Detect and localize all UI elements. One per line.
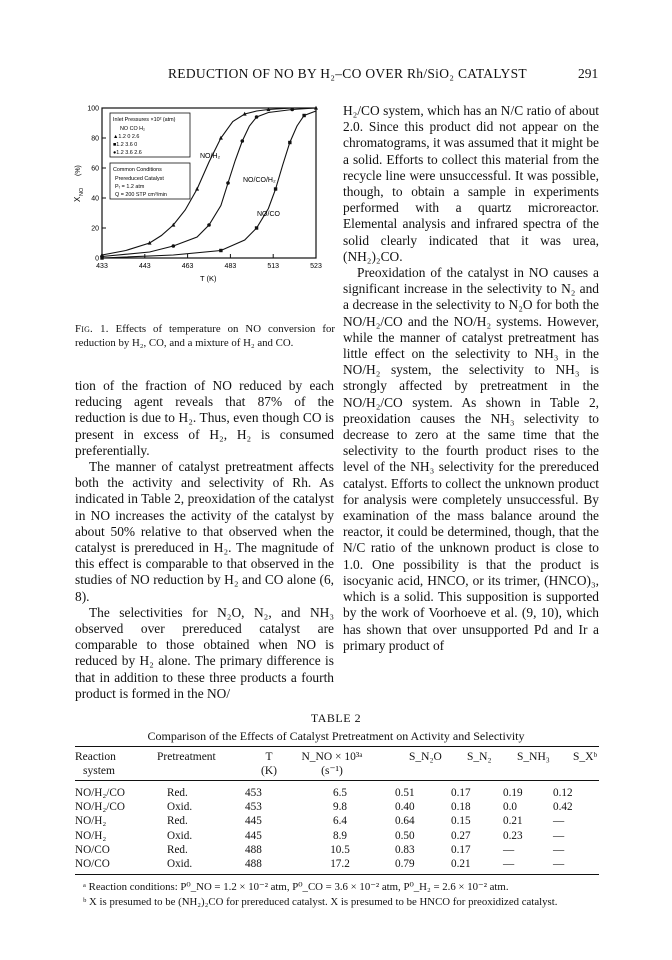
left-column bbox=[75, 378, 334, 702]
x-axis-label: T (K) bbox=[200, 274, 217, 283]
table-row bbox=[75, 800, 599, 814]
table-row bbox=[75, 786, 599, 800]
right-column bbox=[343, 103, 599, 654]
col-header-s-nh3: S_NH₃ bbox=[517, 751, 550, 763]
y-tick-label: 100 bbox=[87, 105, 99, 113]
table-cell: Red. bbox=[167, 787, 188, 799]
col-header-s-n2o: S_N₂O bbox=[409, 751, 442, 763]
running-title: REDUCTION OF NO BY H₂–CO OVER Rh/SiO₂ CATALYST bbox=[168, 66, 527, 81]
table-cell: — bbox=[503, 843, 515, 856]
left-paragraph-2: The manner of catalyst pretreatment affects both the activity and selectivity of Rh. As indicated in Table 2, preoxidation of the catalyst in NO increases the activity of the catalyst by about 50% relative to that observed when the catalyst is prereduced in H₂. The magnitude of this effect is comparable to that observed in the studies of NO reduction by H₂ and CO alone (6, 8). bbox=[75, 459, 334, 604]
table-cell: 488 bbox=[245, 843, 262, 856]
table-cell: 0.12 bbox=[553, 787, 573, 799]
legend-conditions bbox=[110, 163, 190, 199]
table-cell: 0.50 bbox=[395, 829, 415, 842]
table-footnote-a: ᵃ Reaction conditions: P⁰_NO = 1.2 × 10⁻² atm, P⁰_CO = 3.6 × 10⁻² atm, P⁰_H₂ = 2.6 × 10⁻² atm. bbox=[83, 881, 509, 893]
table-cell: 0.0 bbox=[503, 801, 517, 814]
table-cell: 0.27 bbox=[451, 829, 471, 842]
left-paragraph-1: tion of the fraction of NO reduced by each reducing agent reveals that 87% of the reduction is due to H₂. Thus, even though CO is present in excess of H₂, H₂ is consumed preferentially. bbox=[75, 378, 334, 458]
table-cell: Oxid. bbox=[167, 801, 193, 814]
data-point bbox=[195, 187, 199, 191]
legend-cond-row-2: Pₜ = 1.2 atm bbox=[115, 184, 145, 190]
table-row bbox=[75, 843, 599, 857]
data-point bbox=[288, 141, 291, 144]
running-header bbox=[0, 66, 672, 86]
legend-inlet-row-2: ■1.2 3.6 0 bbox=[113, 142, 138, 148]
table-cell: Oxid. bbox=[167, 829, 193, 842]
curve-label-no-h2: NO/H₂ bbox=[200, 153, 221, 160]
x-tick-label: 463 bbox=[181, 263, 194, 270]
table-row bbox=[75, 857, 599, 871]
table-cell: 453 bbox=[245, 801, 262, 814]
table-cell: 0.17 bbox=[451, 787, 471, 799]
y-axis-label-sub: NO bbox=[79, 187, 85, 196]
data-point bbox=[219, 249, 222, 252]
table-cell: Oxid. bbox=[167, 858, 193, 871]
legend-inlet-row-1: ▲1.2 0 2.6 bbox=[113, 134, 140, 140]
x-tick-label: 483 bbox=[224, 263, 237, 270]
table-cell: 453 bbox=[245, 787, 262, 799]
data-point bbox=[255, 226, 258, 229]
table-cell: 0.18 bbox=[451, 801, 471, 814]
figure-1 bbox=[68, 100, 330, 320]
table-cell: 0.83 bbox=[395, 843, 415, 856]
table-cell: 10.5 bbox=[330, 843, 350, 856]
page-number: 291 bbox=[578, 66, 599, 81]
y-tick-label: 80 bbox=[91, 135, 99, 143]
table-cell: — bbox=[553, 843, 565, 856]
data-point bbox=[207, 223, 211, 227]
table-cell: 9.8 bbox=[333, 801, 347, 814]
table-cell: 0.19 bbox=[503, 787, 523, 799]
table-cell: NO/H₂ bbox=[75, 829, 107, 842]
data-point bbox=[172, 244, 176, 248]
x-tick-label: 523 bbox=[310, 263, 322, 270]
table-cell: NO/H₂/CO bbox=[75, 787, 125, 799]
table-header-rule bbox=[75, 780, 599, 781]
data-point bbox=[226, 181, 230, 185]
table-cell: 6.5 bbox=[333, 787, 347, 799]
y-axis-label-unit: (%) bbox=[75, 165, 82, 176]
figure-caption bbox=[75, 322, 335, 350]
table-subtitle: Comparison of the Effects of Catalyst Pretreatment on Activity and Selectivity bbox=[147, 729, 525, 743]
table-footnote-b: ᵇ X is presumed to be (NH₂)₂CO for prereduced catalyst. X is presumed to be HNCO for preoxidized catalyst. bbox=[83, 896, 558, 908]
y-axis-label-x: X bbox=[73, 196, 82, 202]
table-cell: 0.15 bbox=[451, 815, 471, 828]
table-cell: 0.23 bbox=[503, 829, 523, 842]
table-cell: NO/CO bbox=[75, 843, 110, 856]
legend-inlet-header: NO CO H₂ bbox=[120, 126, 146, 132]
table-cell: 8.9 bbox=[333, 829, 347, 842]
data-point bbox=[274, 187, 277, 190]
table-cell: 488 bbox=[245, 858, 262, 871]
data-point bbox=[302, 114, 305, 117]
y-tick-label: 60 bbox=[91, 165, 99, 173]
curve-label-no-co: NO/CO bbox=[257, 211, 280, 218]
legend-cond-row-3: Q = 200 STP cm³/min bbox=[115, 192, 167, 198]
table-row bbox=[75, 829, 599, 843]
table-cell: — bbox=[553, 858, 565, 871]
table-cell: 0.21 bbox=[451, 858, 471, 871]
x-tick-label: 443 bbox=[138, 263, 151, 270]
table-bottom-rule bbox=[75, 874, 599, 875]
table-cell: 0.51 bbox=[395, 787, 415, 799]
curve-label-no-co-h2: NO/CO/H₂ bbox=[243, 177, 276, 184]
col-header-reaction: Reaction system bbox=[75, 751, 116, 777]
y-tick-label: 0 bbox=[95, 255, 99, 263]
col-header-temperature: T (K) bbox=[261, 751, 277, 777]
table-cell: Red. bbox=[167, 843, 188, 856]
table-cell: NO/CO bbox=[75, 858, 110, 871]
y-axis-label bbox=[73, 165, 85, 202]
caption-text: Effects of temperature on NO conversion for reduction by H₂, CO, and a mixture of H₂ and CO. bbox=[75, 323, 335, 349]
legend-cond-title: Common Conditions bbox=[113, 167, 162, 173]
left-paragraph-3: The selectivities for N₂O, N₂, and NH₃ observed over prereduced catalyst are comparable to those obtained when NO is reduced by H₂ alone. The primary difference is that in addition to these three products a fourth product is formed in the NO/ bbox=[75, 604, 334, 701]
data-point bbox=[100, 256, 103, 259]
legend-cond-row-1: Prereduced Catalyst bbox=[115, 176, 164, 182]
legend-inlet bbox=[110, 113, 190, 157]
data-point bbox=[290, 108, 294, 112]
table-cell: 0.42 bbox=[553, 801, 573, 814]
legend-inlet-row-3: ●1.2 3.6 2.6 bbox=[113, 150, 142, 156]
x-tick-label: 513 bbox=[267, 263, 280, 270]
table-row bbox=[75, 814, 599, 828]
col-header-s-n2: S_N₂ bbox=[467, 751, 492, 763]
table-cell: 17.2 bbox=[330, 858, 350, 871]
table-cell: 0.64 bbox=[395, 815, 415, 828]
table-cell: 0.21 bbox=[503, 815, 523, 828]
table-cell: Red. bbox=[167, 815, 188, 828]
x-tick-label: 433 bbox=[96, 263, 108, 270]
table-cell: 0.79 bbox=[395, 858, 415, 871]
caption-label: Fig. 1. bbox=[75, 323, 109, 335]
col-header-s-x: S_Xᵇ bbox=[573, 751, 598, 763]
col-header-n-no: N_NO × 10³ᵃ (s⁻¹) bbox=[301, 751, 363, 777]
right-paragraph-1: H₂/CO system, which has an N/C ratio of about 2.0. Since this product did not appear on the chromatograms, it was assumed that it might be a solid. Efforts to collect this material from the recycle line were unsuccessful. It was possible, though, to obtain a sample in experiments performed with a quartz microreactor. Elemental analysis and infrared spectra of the solid clearly indicated that it was urea, (NH₂)₂CO. bbox=[343, 103, 599, 264]
conversion-chart bbox=[68, 100, 330, 320]
table-cell: — bbox=[553, 815, 565, 828]
legend-inlet-title: Inlet Pressures ×10² (atm) bbox=[113, 117, 176, 123]
table-cell: — bbox=[503, 858, 515, 871]
table-cell: 0.40 bbox=[395, 801, 415, 814]
right-paragraph-2: Preoxidation of the catalyst in NO causes a significant increase in the selectivity to N₂ and a decrease in the selectivity to N₂O for both the NO/H₂/CO and the NO/H₂ systems. However, while the manner of catalyst pretreatment has little effect on the selectivity to NH₃ in the NO/H₂ system, the selectivity to NH₃ is strongly affected by pretreatment in the NO/H₂/CO system. As shown in Table 2, preoxidation causes the NH₃ selectivity to decrease to zero at the same time that the selectivity to the fourth product rises to the level of the NH₃ selectivity for the prereduced catalyst. Efforts to collect the unknown product for analysis were completely unsuccessful. By examination of the mass balance around the reactor, it could be determined, though, that the N/C ratio of the unknown product is close to 1.0. One possibility is that the product is isocyanic acid, HNCO, or its trimer, (HNCO)₃, which is a solid. This supposition is supported by the work of Voorhoeve et al. (9, 10), which has shown that over unsupported Pd and Ir a primary product of bbox=[343, 265, 599, 653]
y-tick-label: 40 bbox=[91, 195, 99, 203]
table-cell: 445 bbox=[245, 815, 262, 828]
data-table bbox=[75, 786, 599, 871]
table-cell: 0.17 bbox=[451, 843, 471, 856]
table-title: TABLE 2 bbox=[310, 711, 362, 725]
table-cell: 445 bbox=[245, 829, 262, 842]
table-top-rule bbox=[75, 746, 599, 747]
table-cell: NO/H₂/CO bbox=[75, 801, 125, 814]
y-tick-label: 20 bbox=[91, 225, 99, 233]
data-point bbox=[255, 115, 259, 119]
table-cell: NO/H₂ bbox=[75, 815, 107, 828]
table-cell: 6.4 bbox=[333, 815, 347, 828]
table-cell: — bbox=[553, 829, 565, 842]
col-header-pretreatment: Pretreatment bbox=[157, 751, 216, 763]
data-point bbox=[240, 139, 244, 143]
